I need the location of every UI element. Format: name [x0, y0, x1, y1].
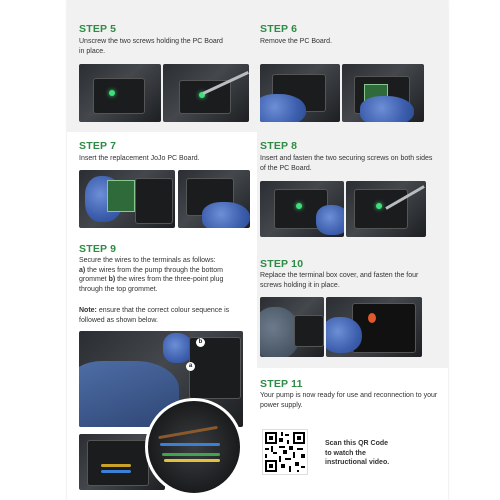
- step-10-section: [257, 240, 448, 368]
- step-5-title: STEP 5: [79, 23, 117, 35]
- step-9-note: [79, 306, 247, 325]
- step-7-photo-right: [178, 170, 250, 228]
- step-9-text: [79, 256, 247, 294]
- wire-label-b: b: [196, 338, 205, 347]
- step-5-section: [67, 0, 257, 132]
- step-9-b-label: b): [108, 276, 116, 283]
- step-7-title: STEP 7: [79, 140, 117, 152]
- step-8-section: [257, 132, 448, 240]
- instruction-page: [67, 0, 448, 500]
- step-8-photo-left: [260, 181, 344, 237]
- step-11-text: Your pump is now ready for use and reconnection to your power supply.: [260, 392, 438, 409]
- step-10-photo-left: [260, 297, 324, 357]
- step-10-photo-right: [326, 297, 422, 357]
- step-6-title: STEP 6: [260, 23, 298, 35]
- step-9-a-text: the wires from the pump through the bottom grommet: [79, 266, 223, 283]
- step-9-a-label: a): [79, 266, 86, 274]
- step-10-title: STEP 10: [260, 258, 304, 270]
- step-7-photo-left: [79, 170, 175, 228]
- step-9-title: STEP 9: [79, 243, 117, 255]
- step-8-photo-right: [346, 181, 426, 237]
- step-9-note-text: ensure that the correct colour sequence is followed as shown below.: [79, 307, 230, 324]
- step-8-text: Insert and fasten the two securing screws on both sides of the PC Board.: [260, 155, 433, 172]
- wire-label-a: a: [186, 362, 195, 371]
- step-9-intro: Secure the wires to the terminals as follows:: [79, 257, 216, 264]
- step-5-photo-left: [79, 64, 161, 122]
- step-10-text: Replace the terminal box cover, and fasten the four screws holding it in place.: [260, 272, 419, 289]
- qr-caption: Scan this QR Code to watch the instructional video.: [325, 440, 390, 466]
- wiring-detail-inset: [145, 398, 243, 496]
- step-6-photo-left: [260, 64, 340, 122]
- step-7-text: Insert the replacement JoJo PC Board.: [79, 155, 200, 162]
- step-7-section: [67, 132, 257, 240]
- step-9-section: [67, 240, 257, 500]
- step-6-section: [257, 0, 448, 132]
- step-9-note-label: Note:: [79, 307, 97, 314]
- step-6-text: Remove the PC Board.: [260, 38, 332, 45]
- qr-code[interactable]: [262, 429, 308, 475]
- step-6-photo-right: [342, 64, 424, 122]
- step-11-section: [257, 368, 448, 500]
- step-11-title: STEP 11: [260, 378, 303, 390]
- step-5-photo-right: [163, 64, 249, 122]
- step-8-title: STEP 8: [260, 140, 298, 152]
- step-5-text: Unscrew the two screws holding the PC Board in place.: [79, 38, 223, 55]
- step-9-b-text: the wires from the three-point plug through the top grommet.: [79, 276, 224, 293]
